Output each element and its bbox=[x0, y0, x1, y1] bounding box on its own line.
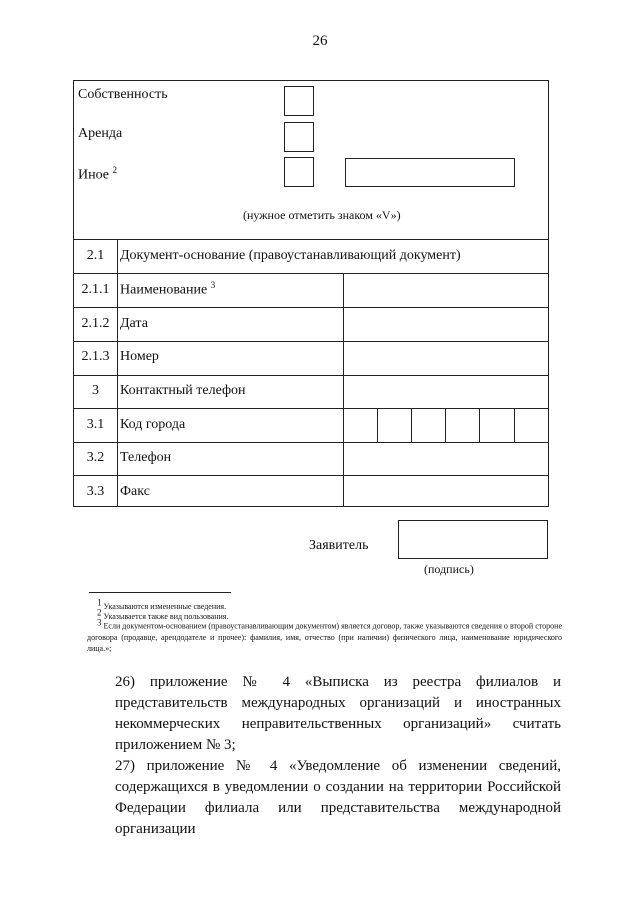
number-value-cell[interactable] bbox=[344, 342, 549, 375]
row-number: 2.1.1 bbox=[81, 282, 110, 297]
city-code-cells[interactable] bbox=[344, 409, 549, 442]
row-number: 2.1.3 bbox=[81, 349, 110, 364]
option-other-checkbox[interactable] bbox=[284, 157, 314, 187]
option-other-label: Иное $^2$ bbox=[78, 165, 117, 183]
name-value-cell[interactable] bbox=[344, 274, 549, 307]
row-number: 3.3 bbox=[86, 484, 105, 499]
footnote-3: $^3$ Если документом-основанием (правоустанавливающим документом) является договор, также указываются сведения о второй стороне договора (продавце, арендодателе и прочее): фамилия, имя, отчество (при наличии) физического лица, наименование юридического лица.»; bbox=[87, 617, 563, 653]
contact-phone-cell[interactable] bbox=[344, 376, 549, 408]
date-value-cell[interactable] bbox=[344, 308, 549, 341]
row-label: Номер bbox=[120, 349, 159, 364]
paragraph-26: 26) приложение № 4 «Выписка из реестра филиалов и представительств международных организаций и иностранных некоммерческих неправительственных организаций» считать приложением № 3; bbox=[115, 674, 561, 753]
row-number: 3.1 bbox=[86, 417, 105, 432]
option-lease-label: Аренда bbox=[78, 126, 123, 141]
row-label: Телефон bbox=[120, 450, 172, 465]
footnote-divider bbox=[89, 592, 231, 593]
page-number: 26 bbox=[312, 33, 328, 49]
option-lease-checkbox[interactable] bbox=[284, 122, 314, 152]
option-other-field[interactable] bbox=[345, 158, 515, 187]
row-number: 2.1 bbox=[86, 248, 105, 263]
row-label: Документ-основание (правоустанавливающий документ) bbox=[120, 248, 461, 263]
paragraph-27: 27) приложение № 4 «Уведомление об изменении сведений, содержащихся в уведомлении о создании на территории Российской Федерации филиала или представительства международной организации bbox=[115, 758, 561, 837]
applicant-label: Заявитель bbox=[309, 538, 369, 553]
row-label: Код города bbox=[120, 417, 186, 432]
form-table bbox=[73, 80, 549, 507]
phone-value-cell[interactable] bbox=[344, 443, 549, 475]
footnote-2: $^2$ Указывается также вид пользования. bbox=[97, 607, 229, 621]
row-label: Наименование $^3$ bbox=[120, 280, 216, 298]
signature-field[interactable] bbox=[398, 520, 548, 559]
row-label: Дата bbox=[120, 316, 148, 331]
row-number: 2.1.2 bbox=[81, 316, 110, 331]
row-number: 3.2 bbox=[86, 450, 105, 465]
option-ownership-label: Собственность bbox=[78, 87, 168, 102]
fax-value-cell[interactable] bbox=[344, 476, 549, 507]
signature-note: (подпись) bbox=[424, 562, 474, 576]
option-hint: (нужное отметить знаком «V») bbox=[243, 208, 401, 222]
row-label: Контактный телефон bbox=[120, 383, 246, 398]
row-label: Факс bbox=[120, 484, 150, 499]
option-ownership-checkbox[interactable] bbox=[284, 86, 314, 116]
footnote-1: $^1$ Указываются измененные сведения. bbox=[97, 597, 227, 611]
row-number: 3 bbox=[92, 383, 99, 398]
